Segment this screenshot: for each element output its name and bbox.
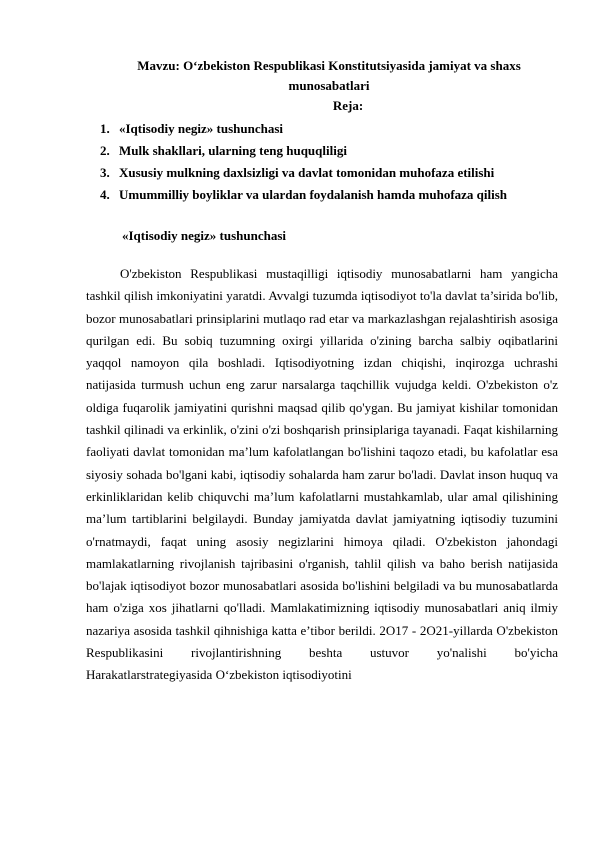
- plan-item-number: 4.: [100, 187, 110, 202]
- plan-item: [100, 140, 558, 162]
- plan-item-text: Xususiy mulkning daxlsizligi va davlat tomonidan muhofaza etilishi: [119, 165, 495, 180]
- plan-item-number: 2.: [100, 143, 110, 158]
- plan-item-number: 3.: [100, 165, 110, 180]
- plan-item: [100, 184, 558, 206]
- plan-item: [100, 162, 558, 184]
- plan-heading: Reja:: [332, 98, 364, 113]
- document-title: Mavzu: O‘zbekiston Respublikasi Konstitutsiyasida jamiyat va shaxs munosabatlari: [137, 58, 521, 93]
- plan-item: [100, 118, 558, 140]
- plan-item-number: 1.: [100, 121, 110, 136]
- body-paragraph: O'zbekiston Respublikasi mustaqilligi iqtisodiy munosabatlarni ham yangicha tashkil qilish imkoniyatini yaratdi. Avvalgi tuzumda iqtisodiyot to'la davlat ta’sirida bo'lib, bozor munosabatlari prinsiplarini mutlaqo rad etar va markazlashgan rejalashtirish asosiga qurilgan edi. Bu sobiq tuzumning oxirgi yillarida o'zining barcha salbiy oqibatlarini yaqqol namoyon qila boshladi. Iqtisodiyotning izdan chiqishi, inqirozga uchrashi natijasida turmush uchun eng zarur narsalarga taqchillik vujudga keldi. O'zbekiston o'z oldiga fuqarolik jamiyatini qurishni maqsad qilib qo'ygan. Bu jamiyat kishilar tomonidan tashkil qilinadi va erkinlik, o'zini o'zi boshqarish prinsiplariga tayanadi. Faqat kishilarning faoliyati davlat tomonidan ma’lum kafolatlangan bo'lishini taqozo etadi, bu kafolatlar esa siyosiy sohada bo'lgani kabi, iqtisodiy sohalarda ham zarur bo'ladi. Davlat inson huquq va erkinliklaridan kelib chiquvchi ma’lum kafolatlarni mustahkamlab, ular amal qilishining ma’lum tartiblarini belgilaydi. Bunday jamiyatda davlat jamiyatning iqtisodiy tuzumini o'rnatmaydi, faqat uning asosiy negizlarini himoya qiladi. O'zbekiston jahondagi mamlakatlarning rivojlanish tajribasini o'rganish, tahlil qilish va baho berish natijasida bo'lajak iqtisodiyot bozor munosabatlari asosida bo'lishini belgiladi va bu munosabatlarda ham o'ziga xos jihatlarni qo'lladi. Mamlakatimizning iqtisodiy munosabatlari aniq ilmiy nazariya asosida tashkil qihnishiga katta e’tibor berildi. 2O17 - 2O21-yillarda O'zbekiston Respublikasini rivojlantirishning beshta ustuvor yo'nalishi bo'yicha Harakatlarstrategiyasida O‘zbekiston iqtisodiyotini: [86, 266, 558, 683]
- plan-item-text: Umummilliy boyliklar va ulardan foydalanish hamda muhofaza qilish: [119, 187, 508, 202]
- plan-item-text: «Iqtisodiy negiz» tushunchasi: [119, 121, 283, 136]
- section-heading: «Iqtisodiy negiz» tushunchasi: [122, 228, 286, 243]
- plan-item-text: Mulk shakllari, ularning teng huquqliligi: [119, 143, 347, 158]
- plan-list: [86, 118, 558, 206]
